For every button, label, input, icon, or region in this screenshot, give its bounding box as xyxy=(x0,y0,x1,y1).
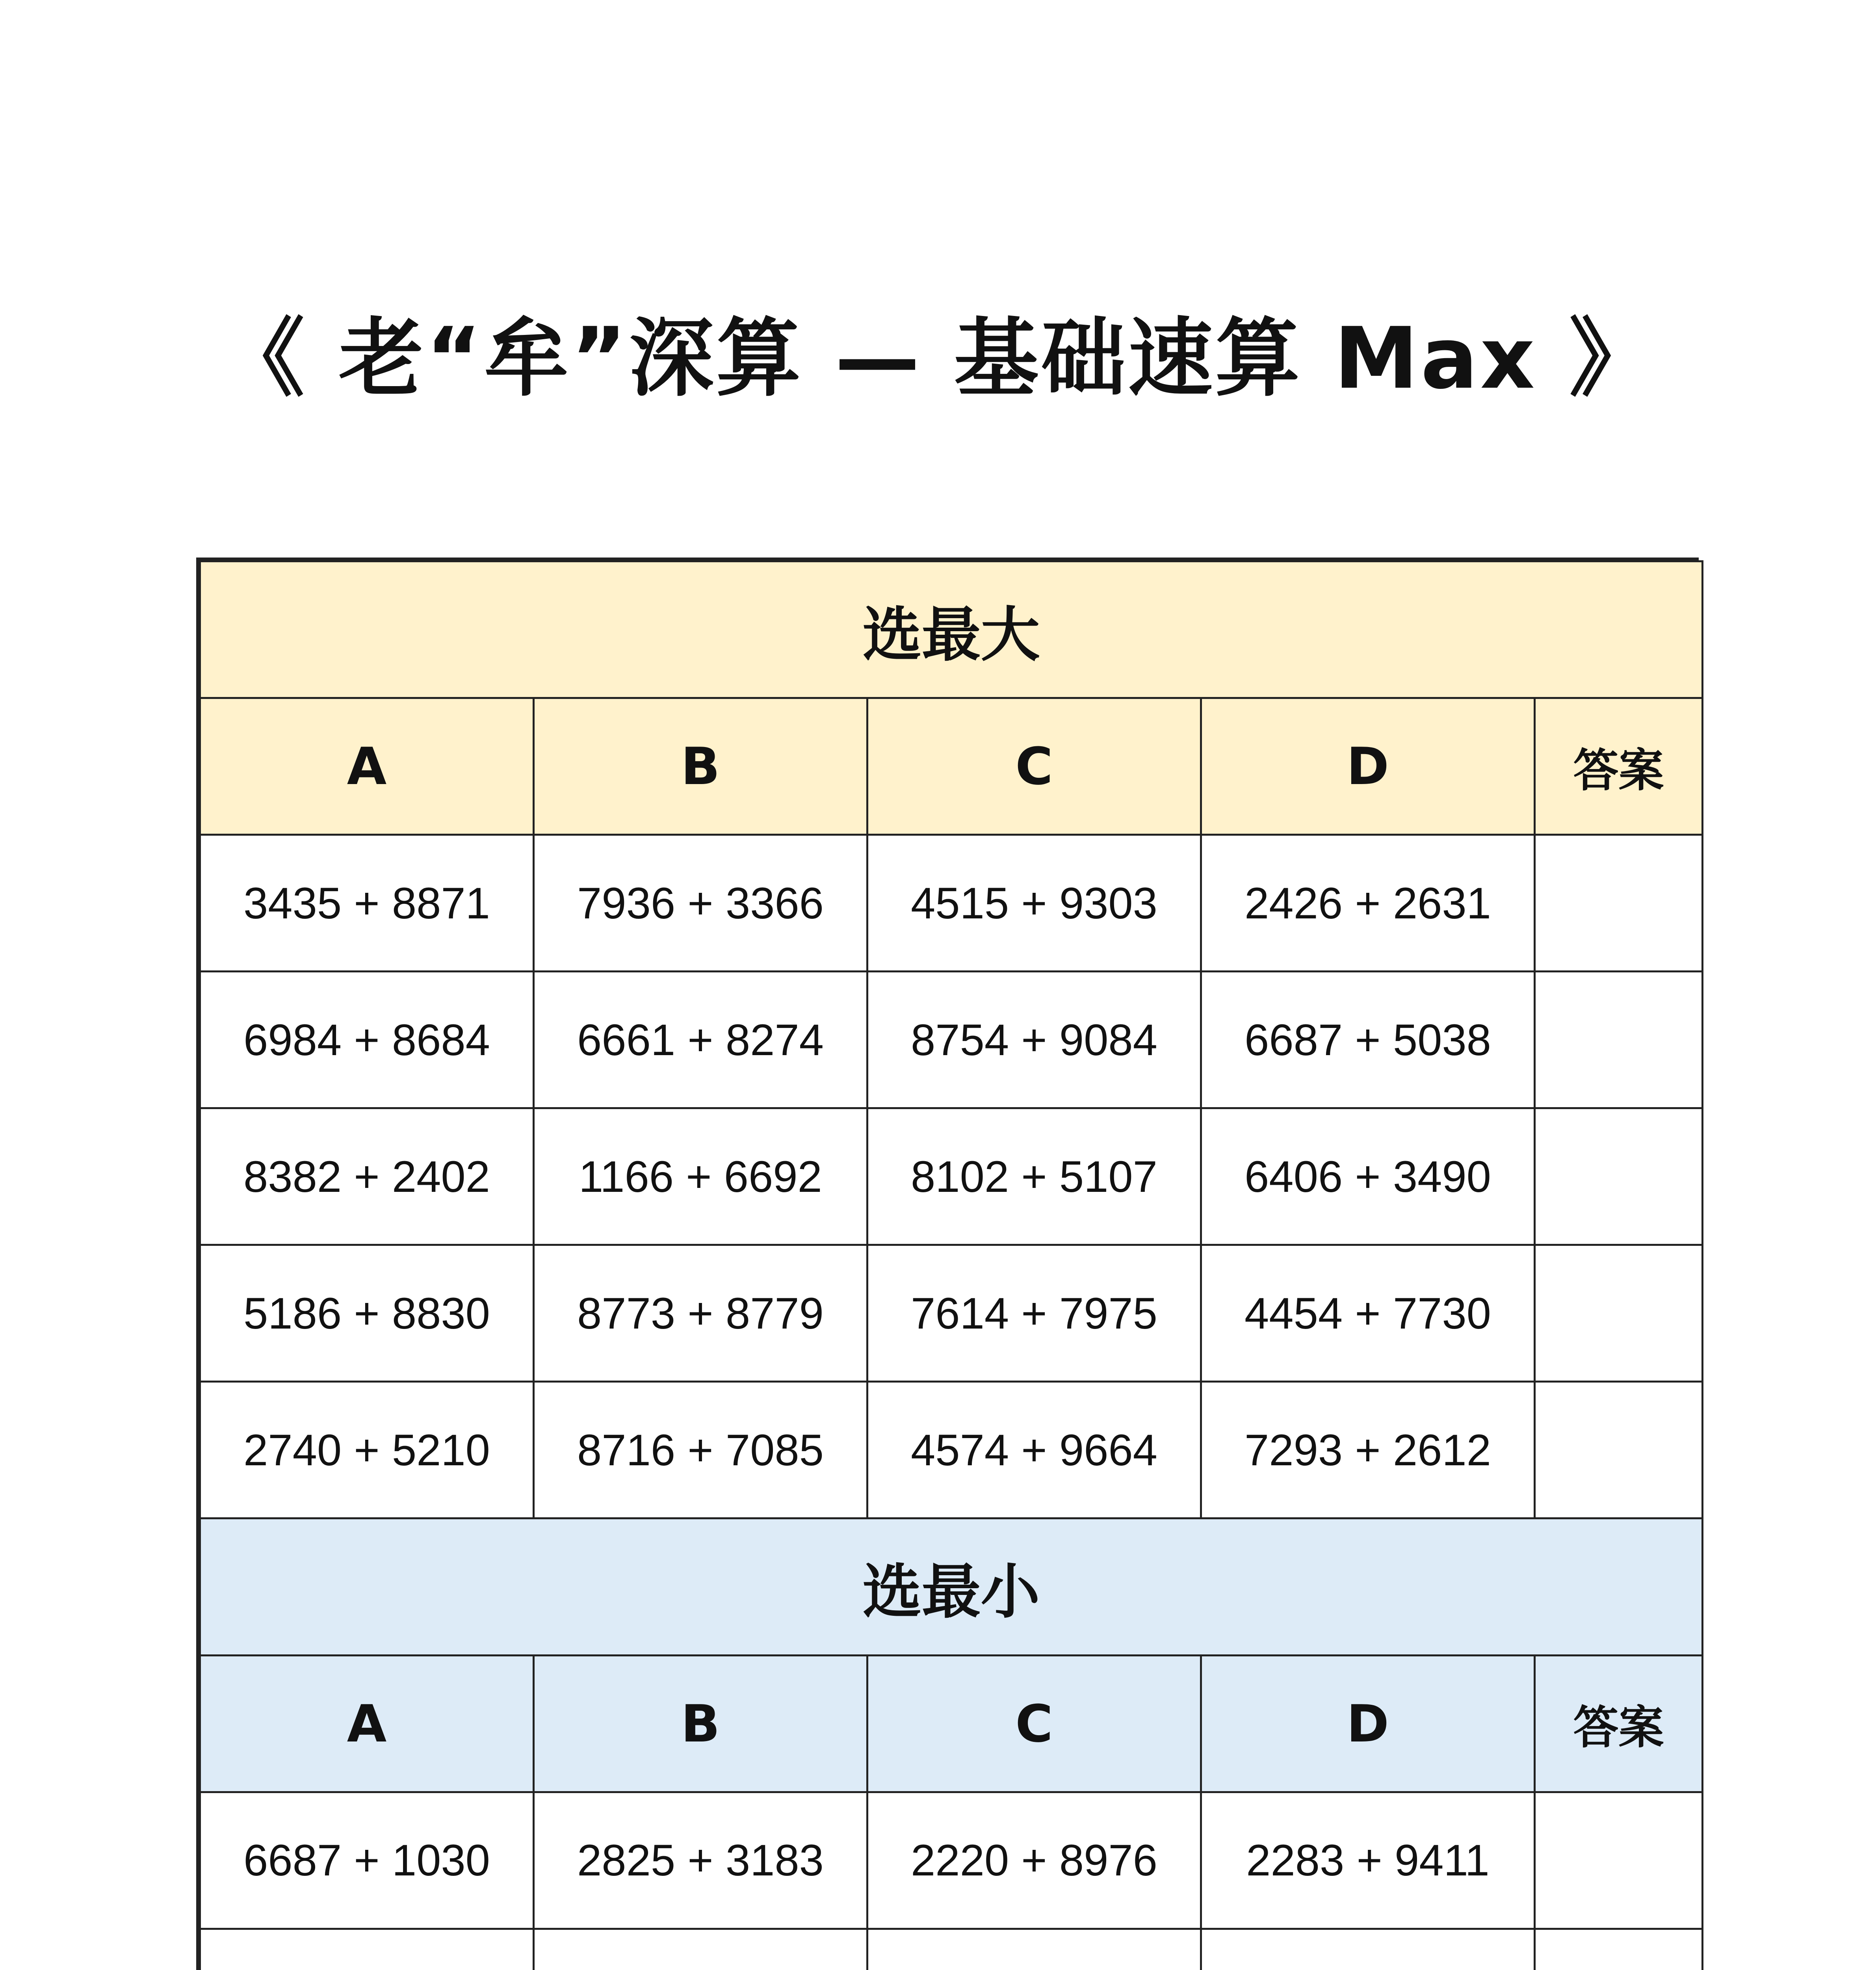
problem-option-c: 4515 + 9303 xyxy=(867,835,1201,972)
problem-option-d: 7293 + 2612 xyxy=(1201,1382,1535,1518)
column-header-answer: 答案 xyxy=(1535,1655,1703,1792)
column-header-c: C xyxy=(867,698,1201,835)
worksheet-table xyxy=(196,558,1699,1970)
problem-option-c: 8102 + 5107 xyxy=(867,1108,1201,1245)
problem-option-a: 6984 + 8684 xyxy=(200,972,534,1108)
column-header-answer: 答案 xyxy=(1535,698,1703,835)
answer-cell[interactable] xyxy=(1535,972,1703,1108)
problem-row xyxy=(200,1929,1703,1970)
problem-row xyxy=(200,972,1703,1108)
problem-option-b: 8716 + 7085 xyxy=(534,1382,867,1518)
page-title: 《 老“牟”深算 — 基础速算 Max 》 xyxy=(220,309,1656,408)
problem-option-d: 6406 + 3490 xyxy=(1201,1108,1535,1245)
section-label-max: 选最大 xyxy=(200,561,1703,698)
problem-option-b: 6661 + 8274 xyxy=(534,972,867,1108)
column-header-row xyxy=(200,698,1703,835)
column-header-d: D xyxy=(1201,698,1535,835)
column-header-d: D xyxy=(1201,1655,1535,1792)
problem-row xyxy=(200,1382,1703,1518)
column-header-row xyxy=(200,1655,1703,1792)
problem-option-d: 2426 + 2631 xyxy=(1201,835,1535,972)
answer-cell[interactable] xyxy=(1535,1245,1703,1382)
problem-option-b xyxy=(534,1929,867,1970)
problem-option-a: 3435 + 8871 xyxy=(200,835,534,972)
worksheet-grid xyxy=(199,560,1703,1970)
problem-option-a xyxy=(200,1929,534,1970)
problem-option-d xyxy=(1201,1929,1535,1970)
section-label-min: 选最小 xyxy=(200,1518,1703,1655)
problem-option-c: 4574 + 9664 xyxy=(867,1382,1201,1518)
problem-row xyxy=(200,835,1703,972)
problem-row xyxy=(200,1792,1703,1929)
problem-option-c xyxy=(867,1929,1201,1970)
section-header-row xyxy=(200,561,1703,698)
problem-option-b: 8773 + 8779 xyxy=(534,1245,867,1382)
answer-cell[interactable] xyxy=(1535,1929,1703,1970)
column-header-c: C xyxy=(867,1655,1201,1792)
problem-option-c: 2220 + 8976 xyxy=(867,1792,1201,1929)
problem-option-d: 2283 + 9411 xyxy=(1201,1792,1535,1929)
problem-option-b: 1166 + 6692 xyxy=(534,1108,867,1245)
column-header-a: A xyxy=(200,698,534,835)
problem-option-d: 4454 + 7730 xyxy=(1201,1245,1535,1382)
column-header-b: B xyxy=(534,698,867,835)
answer-cell[interactable] xyxy=(1535,1792,1703,1929)
answer-cell[interactable] xyxy=(1535,835,1703,972)
problem-row xyxy=(200,1245,1703,1382)
problem-option-a: 8382 + 2402 xyxy=(200,1108,534,1245)
problem-row xyxy=(200,1108,1703,1245)
problem-option-d: 6687 + 5038 xyxy=(1201,972,1535,1108)
problem-option-a: 6687 + 1030 xyxy=(200,1792,534,1929)
problem-option-a: 2740 + 5210 xyxy=(200,1382,534,1518)
column-header-a: A xyxy=(200,1655,534,1792)
problem-option-b: 2825 + 3183 xyxy=(534,1792,867,1929)
problem-option-a: 5186 + 8830 xyxy=(200,1245,534,1382)
answer-cell[interactable] xyxy=(1535,1382,1703,1518)
answer-cell[interactable] xyxy=(1535,1108,1703,1245)
problem-option-c: 7614 + 7975 xyxy=(867,1245,1201,1382)
section-header-row xyxy=(200,1518,1703,1655)
problem-option-c: 8754 + 9084 xyxy=(867,972,1201,1108)
column-header-b: B xyxy=(534,1655,867,1792)
problem-option-b: 7936 + 3366 xyxy=(534,835,867,972)
